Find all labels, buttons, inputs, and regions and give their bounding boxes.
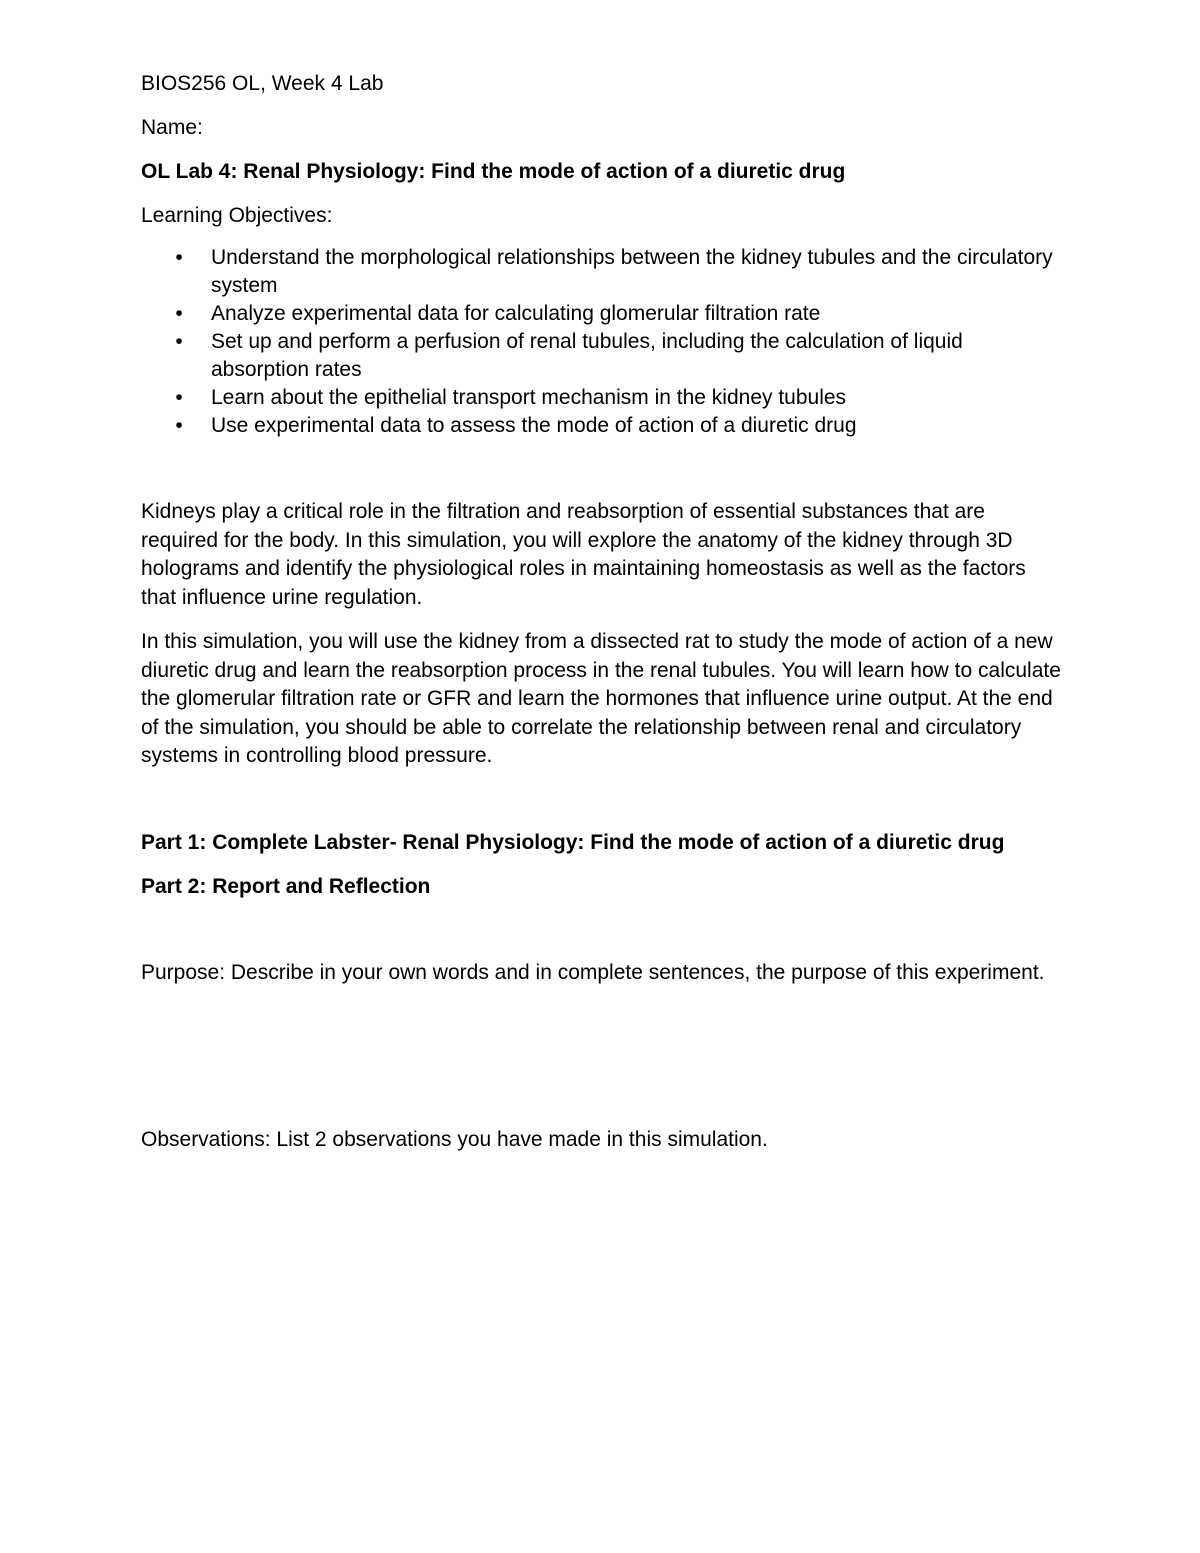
bullet-icon: • xyxy=(175,246,183,269)
bullet-icon: • xyxy=(175,414,183,437)
objective-text: Use experimental data to assess the mode of action of a diuretic drug xyxy=(211,414,857,437)
objectives-list xyxy=(141,244,1061,440)
objective-text: Set up and perform a perfusion of renal tubules, including the calculation of liquid absorption rates xyxy=(211,330,963,381)
bullet-icon: • xyxy=(175,330,183,353)
objective-text: Learn about the epithelial transport mechanism in the kidney tubules xyxy=(211,386,847,409)
document-page xyxy=(141,70,1061,1155)
objective-item xyxy=(141,244,1061,300)
course-header: BIOS256 OL, Week 4 Lab xyxy=(141,72,384,95)
lab-title: OL Lab 4: Renal Physiology: Find the mode of action of a diuretic drug xyxy=(141,160,846,183)
bullet-icon: • xyxy=(175,386,183,409)
intro-paragraph-2: In this simulation, you will use the kidney from a dissected rat to study the mode of action of a new diuretic drug and learn the reabsorption process in the renal tubules. You will learn how to calculate the glomerular filtration rate or GFR and learn the hormones that influence urine output. At the end of the simulation, you should be able to correlate the relationship between renal and circulatory systems in controlling blood pressure. xyxy=(141,630,1061,767)
objectives-label: Learning Objectives: xyxy=(141,204,333,227)
objective-text: Analyze experimental data for calculating glomerular filtration rate xyxy=(211,302,821,325)
objective-text: Understand the morphological relationships between the kidney tubules and the circulatory system xyxy=(211,246,1053,297)
purpose-prompt: Purpose: Describe in your own words and in complete sentences, the purpose of this experiment. xyxy=(141,960,1045,984)
objective-item xyxy=(141,328,1061,384)
objective-item xyxy=(141,300,1061,328)
name-label: Name: xyxy=(141,116,203,139)
observations-prompt: Observations: List 2 observations you have made in this simulation. xyxy=(141,1128,768,1151)
objective-item xyxy=(141,384,1061,412)
part1-heading: Part 1: Complete Labster- Renal Physiology: Find the mode of action of a diuretic drug xyxy=(141,830,1005,854)
intro-paragraph-1: Kidneys play a critical role in the filtration and reabsorption of essential substances that are required for the body. In this simulation, you will explore the anatomy of the kidney through 3D holograms and identify the physiological roles in maintaining homeostasis as well as the factors that influence urine regulation. xyxy=(141,500,1026,609)
objective-item xyxy=(141,412,1061,440)
bullet-icon: • xyxy=(175,302,183,325)
part2-heading: Part 2: Report and Reflection xyxy=(141,874,431,898)
